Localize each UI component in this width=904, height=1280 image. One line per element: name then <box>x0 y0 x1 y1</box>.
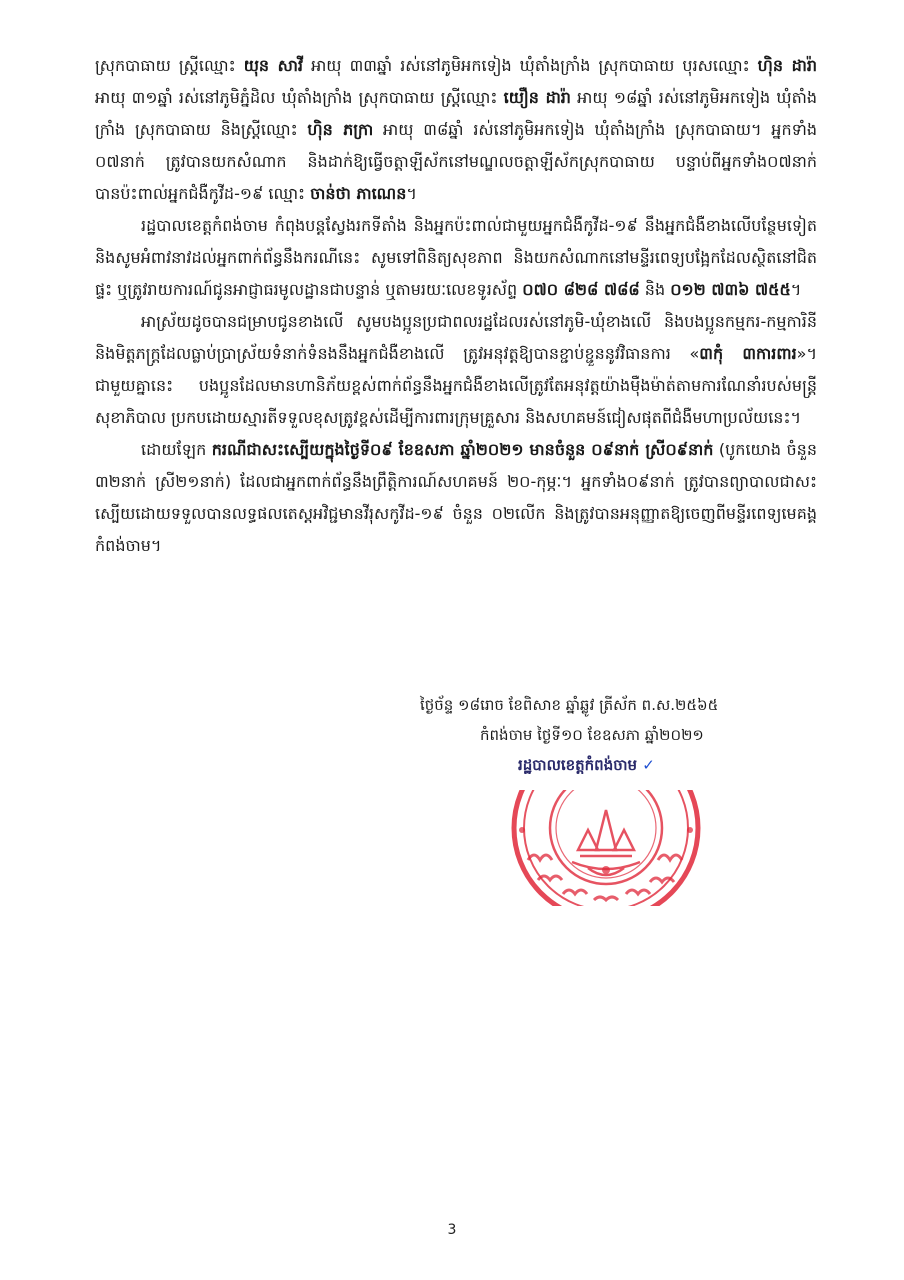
emphasized-text: ហ៊ិន ដារ៉ា <box>757 56 817 75</box>
body-text: អាយុ ៣១ឆ្នាំ រស់នៅភូមិភ្នំដិល ឃុំតាំងក្រាំង ស្រុកបាធាយ ស្ត្រីឈ្មោះ <box>95 88 504 107</box>
emphasized-text: ០១២ ៧៣៦ ៧៥៥ <box>670 280 791 299</box>
body-text: និង <box>639 280 671 299</box>
body-text: ស្រុកបាធាយ ស្ត្រីឈ្មោះ <box>95 56 244 75</box>
body-text: អាយុ ៣៨ឆ្នាំ រស់នៅភូមិអកទៀង ឃុំតាំងក្រាំង ស្រុកបាធាយ។ អ្នកទាំង ០៧នាក់ ត្រូវបានយកសំណាក និងដាក់ឱ្យធ្វើចត្តាឡីស័កនៅមណ្ឌលចត្តាឡីស័កស្រុកបាធាយ បន្ទាប់ពីអ្នកទាំង០៧នាក់ បានប៉ះពាល់អ្នកជំងឺកូវីដ-១៩ ឈ្មោះ <box>95 120 817 203</box>
body-text: រដ្ឋបាលខេត្តកំពង់ចាម កំពុងបន្តស្វែងរកទីតាំង និងអ្នកប៉ះពាល់ជាមួយអ្នកជំងឺកូវីដ-១៩ នឹងអ្នកជំងឺខាងលើបន្ថែមទៀត និងសូមអំពាវនាវដល់អ្នកពាក់ព័ន្ធនឹងករណីនេះ សូមទៅពិនិត្យសុខភាព និងយកសំណាកនៅមន្ទីរពេទ្យបង្អែកដែលស្ថិតនៅជិតផ្ទះ ឬត្រូវរាយការណ៍ជូនអាជ្ញាធរមូលដ្ឋានជាបន្ទាន់ ឬតាមរយៈលេខទូរស័ព្ទ <box>95 216 817 299</box>
issuer-name: រដ្ឋបាលខេត្តកំពង់ចាម <box>518 756 638 774</box>
emphasized-text: យុន សាវី <box>243 56 304 75</box>
body-text: អាយុ ១៨ឆ្នាំ រស់នៅភូមិអកទៀង ឃុំតាំងក្រាំង ស្រុកបាធាយ និងស្ត្រីឈ្មោះ <box>95 88 818 139</box>
emphasized-text: ០៧០ ៨២៨ ៧៨៨ <box>522 280 640 299</box>
body-text: (បូកយោង ចំនួន ៣២នាក់ ស្រី២១នាក់) ដែលជាអ្នកពាក់ព័ន្ធនឹងព្រឹត្តិការណ៍សហគមន៍ ២០-កុម្ភៈ។ អ្នកទាំង០៩នាក់ ត្រូវបានព្យាបាលជាសះស្បើយដោយទទួលបានលទ្ធផលតេស្តអវិជ្ជមានវីរុសកូវីដ-១៩ ចំនួន ០២លើក និងត្រូវបានអនុញ្ញាតឱ្យចេញពីមន្ទីរពេទ្យមេគង្គកំពង់ចាម។ <box>95 440 817 555</box>
emphasized-text: ៣កុំ ៣ការពារ <box>699 344 797 363</box>
body-text: »។ ជាមួយគ្នានេះ បងប្អូនដែលមានហានិភ័យខ្ពស់ពាក់ព័ន្ធនឹងអ្នកជំងឺខាងលើត្រូវតែអនុវត្តយ៉ាងម៉ឺងម៉ាត់តាមការណែនាំរបស់មន្ត្រីសុខាភិបាល ប្រកបដោយស្មារតីទទួលខុសត្រូវខ្ពស់ដើម្បីការពារក្រុមគ្រួសារ និងសហគមន៍ជៀសផុតពីជំងឺមហាប្រល័យនេះ។ <box>95 344 817 427</box>
signature-block <box>420 690 840 780</box>
body-text: ។ <box>406 184 417 203</box>
official-seal-stamp <box>508 790 704 906</box>
paragraph-3 <box>95 306 817 434</box>
issuer-title <box>420 750 840 780</box>
document-body <box>95 50 817 562</box>
signature-mark: ✓ <box>642 756 655 774</box>
body-text: ដោយឡែក <box>141 440 212 459</box>
body-text: ។ <box>790 280 802 299</box>
body-text: អាយុ ៣៣ឆ្នាំ រស់នៅភូមិអកទៀង ឃុំតាំងក្រាំង ស្រុកបាធាយ បុរសឈ្មោះ <box>303 56 758 75</box>
emphasized-text: យឿន ដារ៉ា <box>503 88 571 107</box>
paragraph-2 <box>95 210 817 306</box>
page-number: 3 <box>447 1222 457 1238</box>
emphasized-text: ហ៊ិន ភក្រា <box>307 120 374 139</box>
solar-date: កំពង់ចាម ថ្ងៃទី១០ ខែឧសភា ឆ្នាំ២០២១ <box>480 726 704 744</box>
lunar-date: ថ្ងៃច័ន្ទ ១៨រោច ខែពិសាខ ឆ្នាំឆ្លូវ ត្រីស័ក ព.ស.២៥៦៥ <box>420 696 719 714</box>
emphasized-text: ចាន់ថា ភាណេន <box>310 184 407 203</box>
paragraph-4 <box>95 434 817 562</box>
body-text: អាស្រ័យដូចបានជម្រាបជូនខាងលើ សូមបងប្អូនប្រជាពលរដ្ឋដែលរស់នៅភូមិ-ឃុំខាងលើ និងបងប្អូនកម្មករ-កម្មការិនី និងមិត្តភក្ត្រដែលធ្លាប់ប្រាស្រ័យទំនាក់ទំនងនឹងអ្នកជំងឺខាងលើ ត្រូវអនុវត្តឱ្យបានខ្ជាប់ខ្ជួននូវវិធានការ « <box>95 312 817 363</box>
paragraph-1 <box>95 50 817 210</box>
emphasized-text: ករណីជាសះស្បើយក្នុងថ្ងៃទី០៩ ខែឧសភា ឆ្នាំ២០២១ មានចំនួន ០៩នាក់ ស្រី០៩នាក់ <box>211 440 714 459</box>
